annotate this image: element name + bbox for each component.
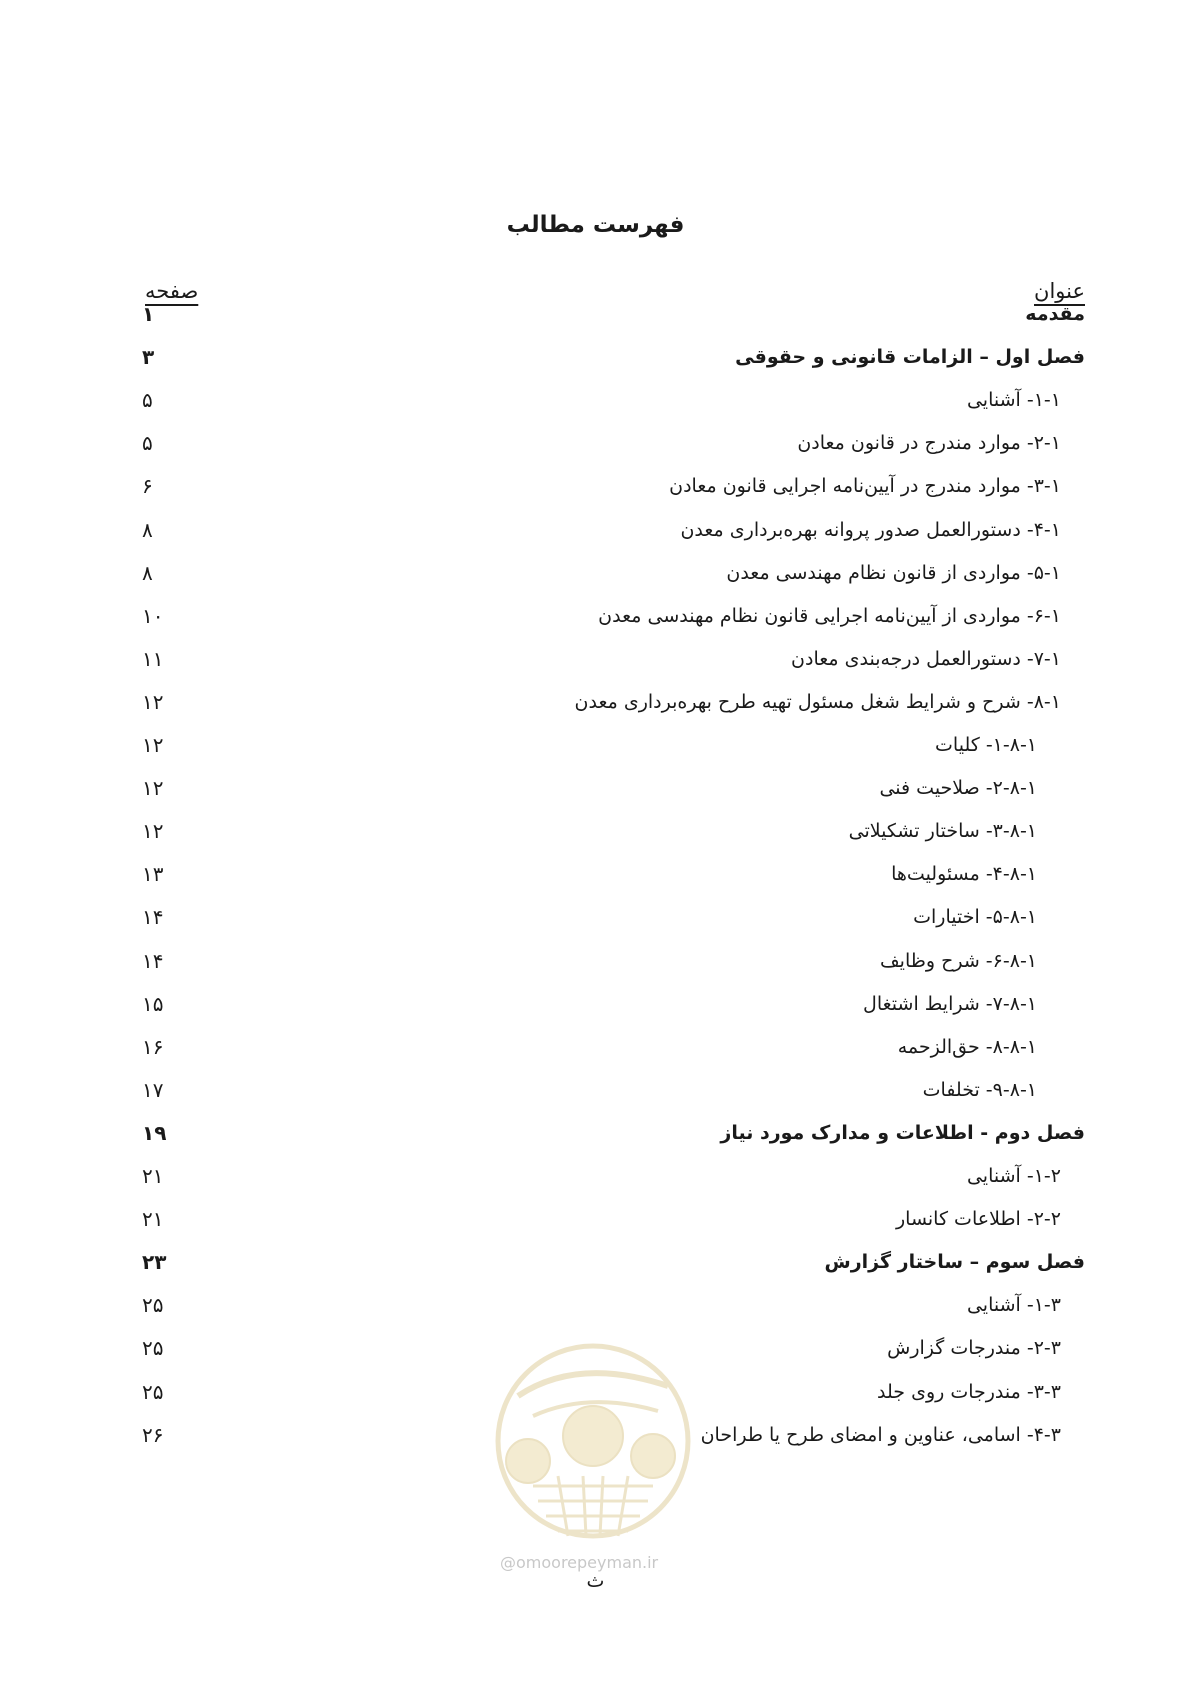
- toc-entry: [0, 1202, 1191, 1236]
- toc-entry-title: ۱-۸-۱- کلیات: [935, 734, 1037, 756]
- toc-entry-title: ۲-۱- موارد مندرج در قانون معادن: [797, 432, 1061, 455]
- toc-entry-page: ۱۰: [142, 603, 164, 628]
- toc-entry: [0, 987, 1191, 1021]
- toc-entry-page: ۲۶: [142, 1422, 164, 1447]
- toc-entry-page: ۱۹: [142, 1120, 167, 1145]
- toc-entry-title: ۴-۳- اسامی، عناوین و امضای طرح یا طراحان: [700, 1423, 1061, 1446]
- toc-entry-page: ۱۱: [142, 646, 164, 671]
- toc-entry: [0, 1073, 1191, 1107]
- toc-entry-page: ۱۲: [142, 776, 164, 801]
- toc-entry-page: ۸: [142, 560, 153, 585]
- toc-entry-page: ۵: [142, 431, 153, 456]
- toc-entry-title: فصل دوم - اطلاعات و مدارک مورد نیاز: [720, 1121, 1085, 1144]
- toc-entry-page: ۸: [142, 517, 153, 542]
- watermark-logo: [488, 1336, 698, 1576]
- toc-entry-page: ۲۵: [142, 1336, 164, 1361]
- toc-entry-title: مقدمه: [1025, 303, 1085, 325]
- toc-entry-page: ۱۲: [142, 819, 164, 844]
- toc-entry: [0, 513, 1191, 547]
- toc-entry: [0, 340, 1191, 374]
- toc-entry-page: ۱۳: [142, 862, 164, 887]
- toc-entry-page: ۶: [142, 474, 153, 499]
- toc-entry-page: ۱۷: [142, 1077, 164, 1102]
- toc-entry: [0, 944, 1191, 978]
- toc-entry-title: فصل سوم – ساختار گزارش: [824, 1251, 1085, 1274]
- toc-entry-title: ۲-۳- مندرجات گزارش: [887, 1337, 1061, 1360]
- toc-entry: [0, 685, 1191, 719]
- toc-entry: [0, 469, 1191, 503]
- toc-entry-page: ۲۱: [142, 1164, 164, 1188]
- watermark-url: @omoorepeyman.ir: [500, 1553, 659, 1572]
- toc-entry: [0, 426, 1191, 460]
- toc-entry: [0, 771, 1191, 805]
- toc-entry-title: ۳-۱- موارد مندرج در آیین‌نامه اجرایی قانون معادن: [669, 475, 1061, 498]
- toc-entry: [0, 900, 1191, 934]
- toc-entry-title: ۱-۲- آشنایی: [966, 1165, 1061, 1187]
- toc-entry-title: ۴-۸-۱- مسئولیت‌ها: [891, 863, 1037, 886]
- toc-entry-title: ۶-۸-۱- شرح وظایف: [880, 949, 1037, 972]
- toc-entry-title: ۳-۳- مندرجات روی جلد: [877, 1380, 1061, 1403]
- toc-entry-title: ۵-۸-۱- اختیارات: [913, 906, 1037, 929]
- toc-entry-page: ۱: [142, 302, 155, 326]
- toc-entry-title: ۶-۱- مواردی از آیین‌نامه اجرایی قانون نظام مهندسی معدن: [598, 604, 1061, 627]
- toc-entry-page: ۱۵: [142, 991, 164, 1016]
- toc-entry-title: ۷-۸-۱- شرایط اشتغال: [863, 992, 1037, 1015]
- toc-entry-title: ۲-۲- اطلاعات کانسار: [895, 1208, 1061, 1231]
- toc-entry: [0, 1116, 1191, 1150]
- toc-entry: [0, 642, 1191, 676]
- toc-entry: [0, 556, 1191, 590]
- toc-entry-title: ۱-۱- آشنایی: [966, 389, 1061, 412]
- toc-entry-title: ۵-۱- مواردی از قانون نظام مهندسی معدن: [726, 561, 1061, 584]
- toc-entry: [0, 1159, 1191, 1193]
- toc-entry-title: ۸-۱- شرح و شرایط شغل مسئول تهیه طرح بهره‌برداری معدن: [574, 690, 1061, 713]
- toc-entry: [0, 297, 1191, 331]
- toc-entry: [0, 728, 1191, 762]
- toc-entry-title: ۸-۸-۱- حق‌الزحمه: [897, 1035, 1037, 1058]
- toc-entry: [0, 1245, 1191, 1279]
- toc-entry-title: فصل اول – الزامات قانونی و حقوقی: [735, 346, 1085, 369]
- toc-entry-page: ۱۴: [142, 905, 164, 930]
- toc-entry-title: ۱-۳- آشنایی: [966, 1294, 1061, 1317]
- column-header-page: صفحه: [145, 279, 199, 303]
- toc-entry-page: ۱۲: [142, 689, 164, 714]
- column-header-title: عنوان: [1034, 279, 1085, 303]
- toc-entry-page: ۵: [142, 388, 153, 413]
- toc-entry-page: ۱۲: [142, 733, 164, 757]
- toc-entry-title: ۲-۸-۱- صلاحیت فنی: [879, 777, 1037, 800]
- toc-entry-page: ۱۶: [142, 1034, 164, 1059]
- toc-entry-page: ۱۴: [142, 948, 164, 973]
- page-number: ث: [586, 1570, 605, 1592]
- toc-entry: [0, 1030, 1191, 1064]
- toc-entry-page: ۲۳: [142, 1250, 167, 1275]
- toc-entry-title: ۹-۸-۱- تخلفات: [922, 1078, 1037, 1101]
- toc-heading: فهرست مطالب: [506, 212, 685, 238]
- toc-entry-page: ۲۵: [142, 1293, 164, 1318]
- toc-entry-title: ۴-۱- دستورالعمل صدور پروانه بهره‌برداری معدن: [680, 518, 1061, 541]
- toc-entry: [0, 599, 1191, 633]
- toc-entry: [0, 383, 1191, 417]
- toc-entry-title: ۳-۸-۱- ساختار تشکیلاتی: [848, 820, 1037, 843]
- toc-entry-page: ۳: [142, 345, 155, 370]
- toc-entry: [0, 814, 1191, 848]
- toc-entry: [0, 1288, 1191, 1322]
- toc-entry: [0, 857, 1191, 891]
- toc-entry-page: ۲۵: [142, 1379, 164, 1404]
- toc-entry-page: ۲۱: [142, 1207, 164, 1232]
- toc-entry-title: ۷-۱- دستورالعمل درجه‌بندی معادن: [791, 647, 1061, 670]
